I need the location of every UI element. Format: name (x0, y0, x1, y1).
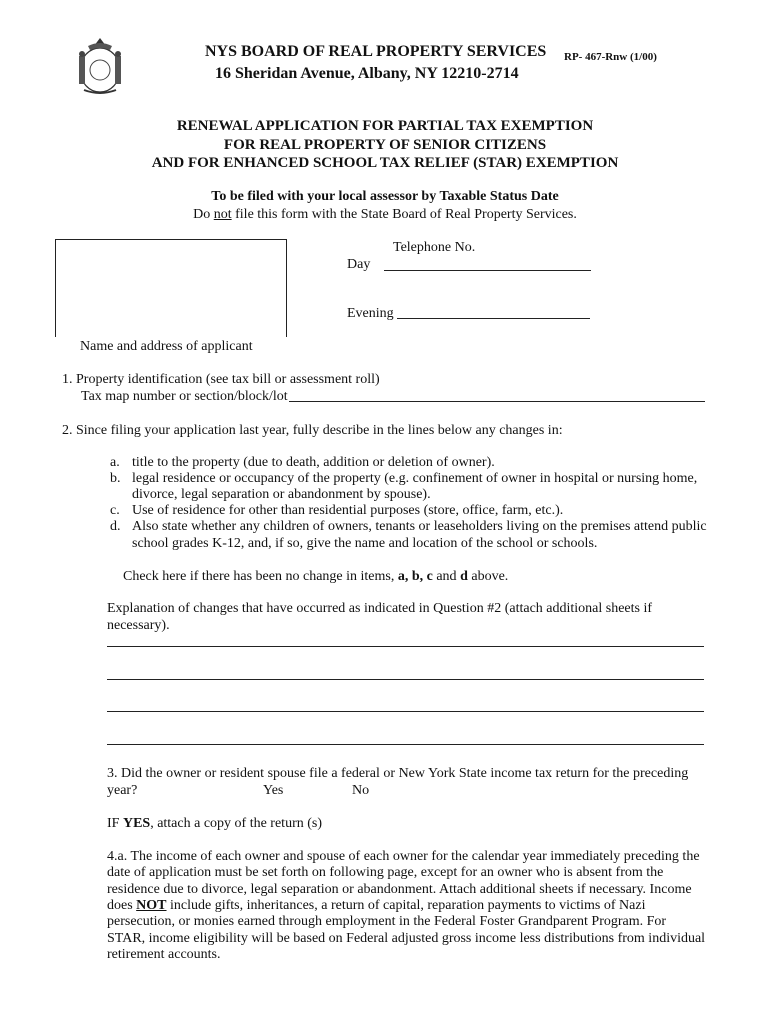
q2-item-b-cont: divorce, legal separation or abandonment by spouse). (132, 487, 431, 502)
evening-label: Evening (347, 306, 394, 321)
explanation-label: Explanation of changes that have occurred as indicated in Question #2 (attach additional sheets if (107, 601, 653, 616)
q2-item-c-letter: c. (110, 503, 120, 518)
q4-line-7: retirement accounts. (107, 947, 221, 962)
organization-name: NYS BOARD OF REAL PROPERTY SERVICES (205, 43, 547, 60)
q3-no-option[interactable]: No (352, 783, 370, 798)
q2-item-b-letter: b. (110, 471, 121, 486)
explanation-line-4[interactable] (107, 744, 704, 745)
form-number: RP- 467-Rnw (1/00) (564, 51, 657, 63)
q4-line-1: 4.a. The income of each owner and spouse of each owner for the calendar year immediately preceding the (107, 849, 700, 864)
q3-if-yes-note: IF YES, attach a copy of the return (s) (107, 816, 323, 831)
q2-item-a-letter: a. (110, 455, 120, 470)
day-label: Day (347, 257, 371, 272)
state-seal-logo (74, 34, 126, 98)
explanation-line-2[interactable] (107, 679, 704, 680)
filing-instruction: To be filed with your local assessor by Taxable Status Date (211, 189, 559, 204)
explanation-line-1[interactable] (107, 646, 704, 647)
organization-address: 16 Sheridan Avenue, Albany, NY 12210-2714 (215, 65, 519, 82)
tax-map-field[interactable] (289, 401, 705, 402)
q3-year: year? (107, 783, 138, 798)
q2-item-a: title to the property (due to death, addition or deletion of owner). (132, 455, 495, 470)
q4-line-2: date of application must be set forth on following page, except for an owner who is absent from the (107, 865, 664, 880)
explanation-label-cont: necessary). (107, 618, 170, 633)
q4-line-4: does NOT include gifts, inheritances, a return of capital, reparation payments to victims of Nazi (107, 898, 646, 913)
evening-phone-field[interactable] (397, 318, 590, 319)
q4-line-3: residence due to divorce, legal separation or abandonment. Attach additional sheets if necessary. Income (107, 882, 692, 897)
q1-property-identification: 1. Property identification (see tax bill or assessment roll) (62, 372, 380, 387)
q2-intro: 2. Since filing your application last year, fully describe in the lines below any changes in: (62, 423, 563, 438)
form-title-line-3: AND FOR ENHANCED SCHOOL TAX RELIEF (STAR) EXEMPTION (151, 155, 619, 171)
name-address-label: Name and address of applicant (80, 339, 253, 354)
day-phone-field[interactable] (384, 270, 591, 271)
q2-item-d-cont: school grades K-12, and, if so, give the name and location of the school or schools. (132, 536, 598, 551)
filing-note: Do not file this form with the State Board of Real Property Services. (193, 207, 577, 222)
q4-line-6: STAR, income eligibility will be based on Federal adjusted gross income less distributions from individual (107, 931, 706, 946)
q2-item-d-letter: d. (110, 519, 121, 534)
q3-question: 3. Did the owner or resident spouse file a federal or New York State income tax return for the preceding (107, 766, 689, 781)
q3-yes-option[interactable]: Yes (263, 783, 284, 798)
applicant-address-box[interactable] (55, 239, 287, 337)
q2-item-d: Also state whether any children of owners, tenants or leaseholders living on the premises attend public (132, 519, 707, 534)
telephone-label: Telephone No. (393, 240, 476, 255)
explanation-line-3[interactable] (107, 711, 704, 712)
form-title-line-1: RENEWAL APPLICATION FOR PARTIAL TAX EXEMPTION (176, 118, 594, 134)
q1-tax-map-label: Tax map number or section/block/lot (81, 389, 288, 404)
q4-line-5: persecution, or monies earned through employment in the Federal Foster Grandparent Program. For (107, 914, 667, 929)
q2-item-c: Use of residence for other than residential purposes (store, office, farm, etc.). (132, 503, 564, 518)
q2-item-b: legal residence or occupancy of the property (e.g. confinement of owner in hospital or nursing home, (132, 471, 698, 486)
no-change-checkbox-label[interactable]: Check here if there has been no change in items, a, b, c and d above. (123, 569, 509, 584)
form-title-line-2: FOR REAL PROPERTY OF SENIOR CITIZENS (223, 137, 547, 153)
